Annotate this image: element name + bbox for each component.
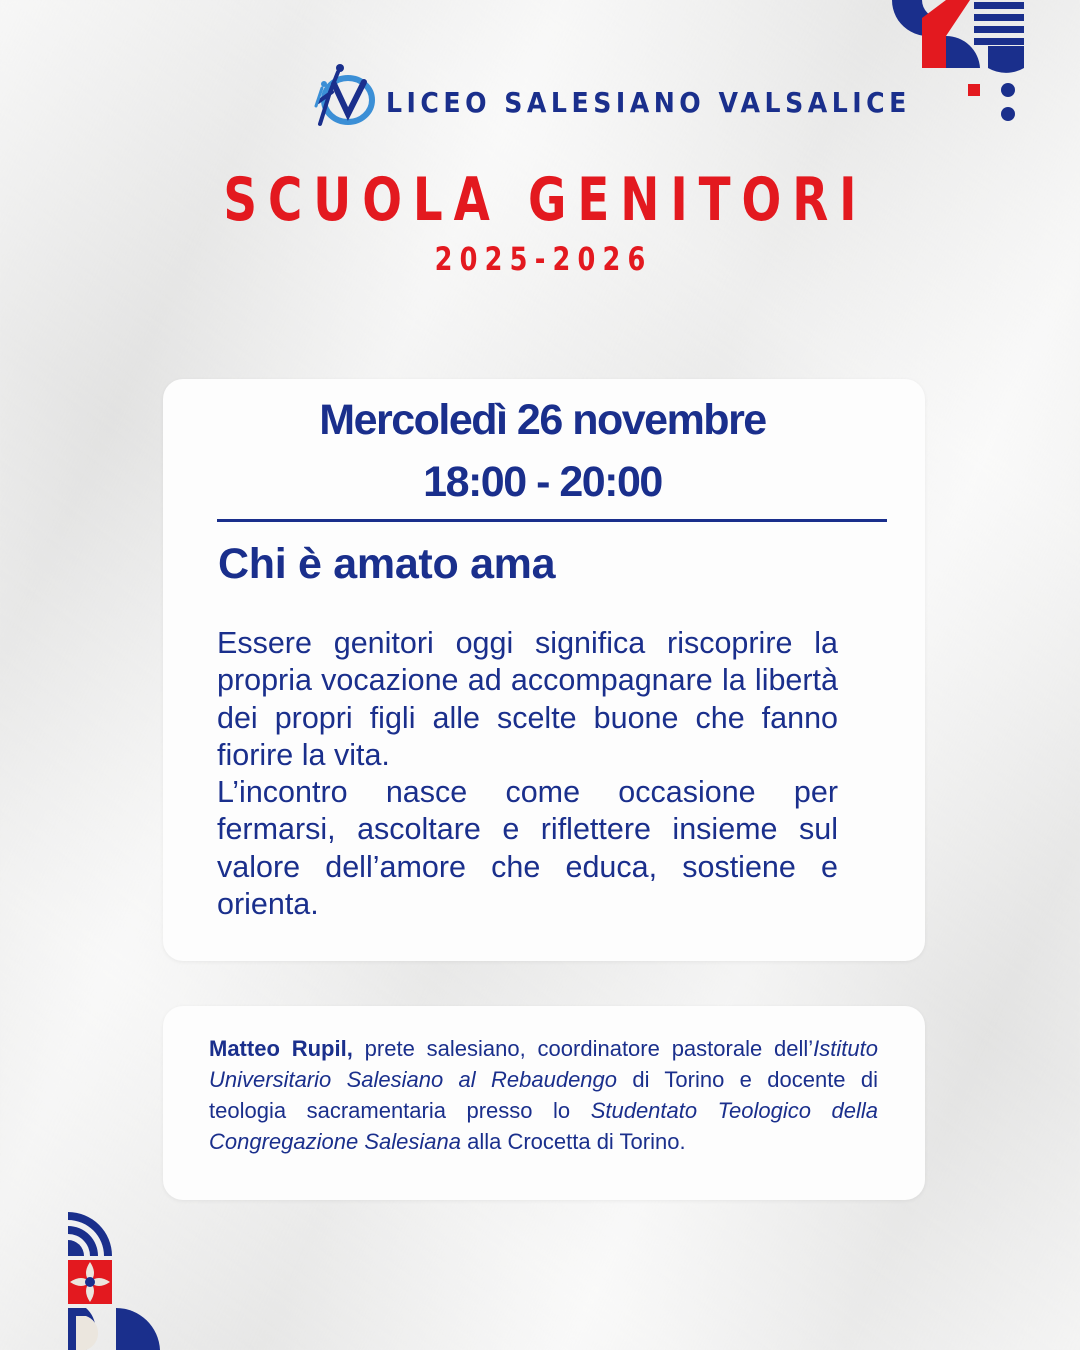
page-title: SCUOLA GENITORI (223, 165, 868, 235)
school-logo (308, 62, 911, 142)
logo-icon (308, 62, 380, 142)
institute-name: Istituto Universitario Salesiano al Rebaudengo (209, 1036, 878, 1092)
divider (217, 519, 887, 522)
event-description (217, 625, 838, 923)
speaker-name: Matteo Rupil, (209, 1036, 353, 1061)
geometric-decoration-bottom-left (68, 1212, 164, 1350)
geometric-decoration-top-right (888, 0, 1080, 130)
studentato-name: Studentato Teologico della Congregazione Salesiana (209, 1098, 878, 1154)
event-paragraph: Essere genitori oggi significa riscoprire la propria vocazione ad accompagnare la libertà dei propri figli alle scelte buone che fanno fiorire la vita. (217, 626, 838, 772)
event-paragraph: L’incontro nasce come occasione per fermarsi, ascoltare e riflettere insieme sul valore dell’amore che educa, sostiene e orienta. (217, 775, 838, 922)
speaker-bio: Matteo Rupil, prete salesiano, coordinatore pastorale dell’Istituto Universitario Salesiano al Rebaudengo di Torino e docente di teologia sacramentaria presso lo Studentato Teologico della Congregazione Salesiana alla Crocetta di Torino. (209, 1036, 878, 1154)
event-title: Chi è amato ama (218, 540, 556, 588)
school-name: LICEO SALESIANO VALSALICE (386, 86, 911, 119)
event-time: 18:00 - 20:00 (423, 458, 662, 506)
event-date: Mercoledì 26 novembre (319, 396, 766, 444)
school-years: 2025-2026 (434, 240, 653, 278)
